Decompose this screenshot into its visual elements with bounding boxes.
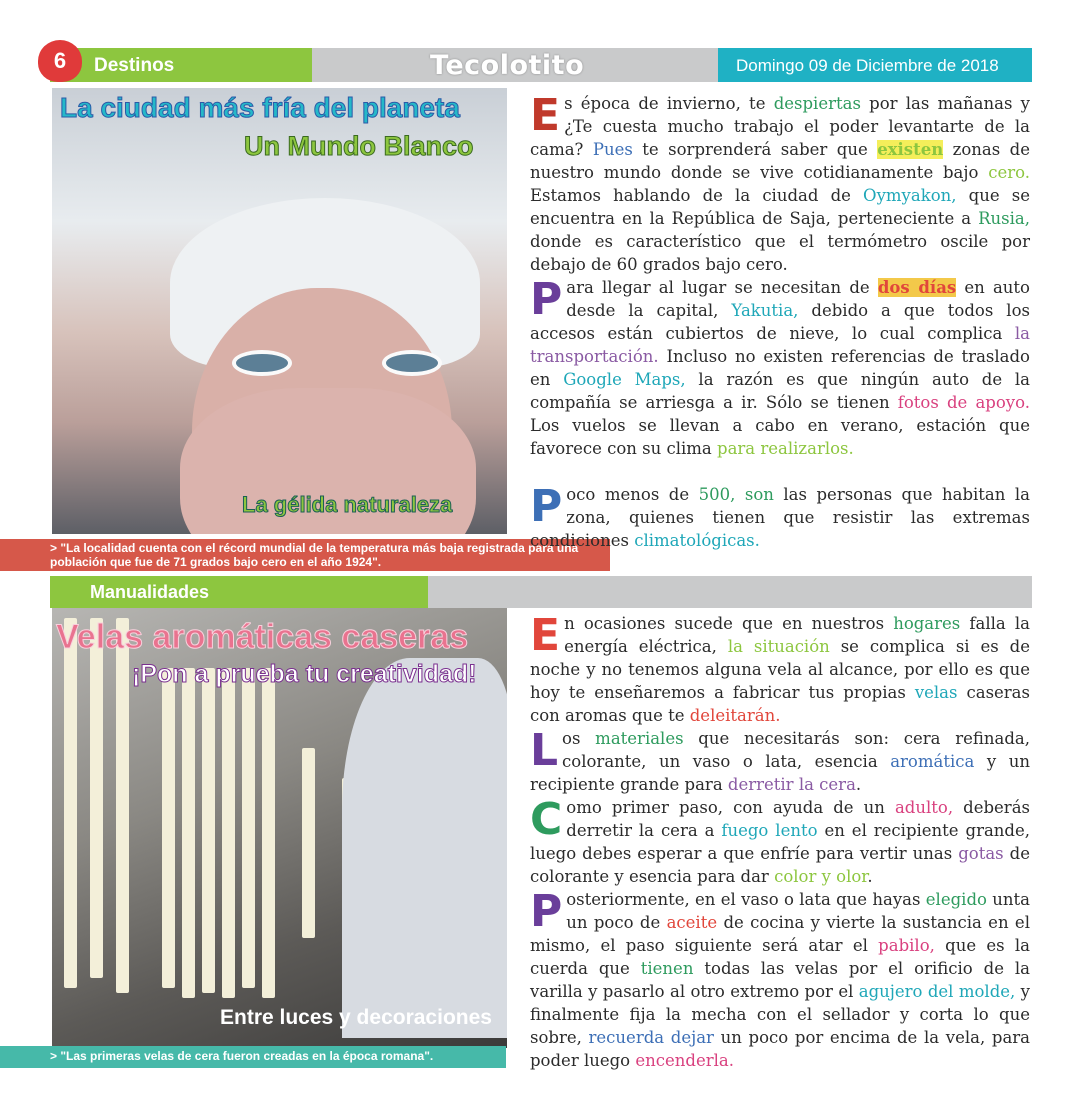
text-run: velas xyxy=(914,683,958,702)
text-run: de colorante y esencia para dar xyxy=(530,844,1030,886)
drop-cap: L xyxy=(530,725,559,776)
text-run: las personas que habitan la zona, quienes tienen que resistir las extremas condiciones xyxy=(530,485,1031,550)
text-run: un poco por encima de la vela, para poder luego xyxy=(530,1028,1031,1070)
story1-paragraph xyxy=(530,483,1030,552)
text-run: la situación xyxy=(727,637,830,656)
masthead-logo: Tecolotito xyxy=(430,50,585,81)
text-run: te sorprenderá saber que xyxy=(632,140,878,159)
drop-cap: P xyxy=(530,481,563,532)
text-run: de cocina y vierte la sustancia en el mismo, el paso siguiente será atar el xyxy=(530,913,1030,955)
story2-paragraph xyxy=(530,888,1030,1072)
text-run: s época de invierno, te xyxy=(564,94,774,113)
text-run: elegido xyxy=(925,890,987,909)
paragraph-text xyxy=(530,481,1031,550)
text-run: Oymyakon, xyxy=(863,186,957,205)
story2-subhead: ¡Pon a prueba tu creatividad! xyxy=(132,660,477,688)
text-run: zonas de nuestro mundo donde se vive cotidianamente bajo xyxy=(530,140,1031,182)
paragraph-text xyxy=(530,274,1031,458)
text-run: la razón es que ningún auto de la compañía se arriesga a ir. Sólo se tienen xyxy=(530,370,1031,412)
text-run: omo primer paso, con ayuda de un xyxy=(566,798,895,817)
text-run: que se encuentra en la República de Saja, perteneciente a xyxy=(530,186,1030,228)
paragraph-text xyxy=(530,90,1031,274)
text-run: se complica si es de noche y no tenemos alguna vela al alcance, por ello es que hoy te enseñaremos a fabricar tus propias xyxy=(530,637,1030,702)
text-run: donde es característico que el termómetro oscile por debajo de 60 grados bajo cero. xyxy=(530,232,1030,274)
text-run: materiales xyxy=(595,729,684,748)
text-run: todas las velas por el orificio de la varilla y pasarlo al otro extremo por el xyxy=(530,959,1031,1001)
text-run: color y olor xyxy=(774,867,868,886)
text-run: ara llegar al lugar se necesitan de xyxy=(566,278,878,297)
text-run: que necesitarás son: cera refinada, colorante, un vaso o lata, esencia xyxy=(562,729,1030,771)
text-run: agujero del molde, xyxy=(858,982,1016,1001)
paragraph-text xyxy=(530,610,1030,725)
text-run: despiertas xyxy=(773,94,861,113)
text-run: 500, son xyxy=(698,485,774,504)
paragraph-text xyxy=(530,794,1030,886)
drop-cap: P xyxy=(530,274,563,325)
story2-paragraph xyxy=(530,796,1030,888)
story2-article xyxy=(530,612,1030,1072)
story1-article xyxy=(530,92,1030,552)
photo-candle xyxy=(162,668,175,988)
photo-candle xyxy=(202,668,215,993)
text-run: climatológicas. xyxy=(634,531,760,550)
text-run: deberás derretir la cera a xyxy=(566,798,1030,840)
text-run: fuego lento xyxy=(721,821,818,840)
text-run: y finalmente fija la mecha con el sellador y corta lo que sobre, xyxy=(530,982,1030,1047)
text-run: aromática xyxy=(890,752,975,771)
text-run: n ocasiones sucede que en nuestros xyxy=(564,614,894,633)
photo-candle xyxy=(90,618,103,978)
text-run: Yakutia, xyxy=(731,301,799,320)
paragraph-text xyxy=(530,725,1030,794)
paragraph-text xyxy=(530,886,1031,1070)
text-run: derretir la cera xyxy=(727,775,856,794)
text-run: tienen xyxy=(640,959,694,978)
story2-paragraph xyxy=(530,612,1030,727)
story1-photo-label: La gélida naturaleza xyxy=(242,492,453,517)
story1-caption: > "La localidad cuenta con el récord mundial de la temperatura más baja registrada para una población que fue de 71 grados bajo cero en el año 1924". xyxy=(0,539,610,571)
text-run: hogares xyxy=(893,614,961,633)
text-run: gotas xyxy=(958,844,1004,863)
text-run: la transportación. xyxy=(530,324,1030,366)
text-run: encenderla. xyxy=(635,1051,734,1070)
text-run: en el recipiente grande, luego debes esperar a que enfríe para vertir unas xyxy=(530,821,1030,863)
story2-caption: > "Las primeras velas de cera fueron creadas en la época romana". xyxy=(0,1046,506,1068)
section-title-manualidades: Manualidades xyxy=(90,582,210,602)
photo-candle xyxy=(182,668,195,998)
text-run: Los vuelos se llevan a cabo en verano, estación que favorece con su clima xyxy=(530,416,1030,458)
photo-candle xyxy=(222,668,235,998)
photo-candle xyxy=(116,618,129,993)
text-run: Rusia, xyxy=(978,209,1030,228)
photo-person-shape xyxy=(342,658,507,1038)
text-run: adulto, xyxy=(894,798,954,817)
text-run: aceite xyxy=(666,913,718,932)
text-run: debido a que todos los accesos están cubiertos de nieve, lo cual complica xyxy=(530,301,1030,343)
photo-candle xyxy=(302,748,315,938)
story1-headline: La ciudad más fría del planeta xyxy=(60,92,460,123)
text-run: Pues xyxy=(592,140,633,159)
text-run: oco menos de xyxy=(566,485,699,504)
story2-headline: Velas aromáticas caseras xyxy=(56,618,469,656)
text-run: por las mañanas y ¿Te cuesta mucho trabajo el poder levantarte de la cama? xyxy=(530,94,1030,159)
story1-paragraph xyxy=(530,276,1030,460)
text-run: . xyxy=(867,867,873,886)
section2-gray-bar xyxy=(428,576,1032,608)
page-number-badge: 6 xyxy=(38,40,82,82)
drop-cap: E xyxy=(530,610,561,661)
text-run: recuerda dejar xyxy=(588,1028,714,1047)
text-run: Estamos hablando de la ciudad de xyxy=(530,186,864,205)
text-run: osteriormente, en el vaso o lata que hayas xyxy=(566,890,926,909)
text-run: falla la energía eléctrica, xyxy=(564,614,1030,656)
text-run: deleitarán. xyxy=(689,706,781,725)
photo-candle xyxy=(64,618,77,988)
text-run: existen xyxy=(877,140,944,159)
issue-date: Domingo 09 de Diciembre de 2018 xyxy=(736,56,999,75)
story2-paragraph xyxy=(530,727,1030,796)
photo-eye-right xyxy=(382,350,442,376)
text-run: Incluso no existen referencias de traslado en xyxy=(530,347,1030,389)
text-run: pabilo, xyxy=(878,936,935,955)
text-run: os xyxy=(562,729,596,748)
header-section-bar xyxy=(50,48,312,82)
story1-subhead: Un Mundo Blanco xyxy=(244,131,474,161)
text-run: que es la cuerda que xyxy=(530,936,1030,978)
photo-candle xyxy=(242,668,255,988)
story2-photo-label: Entre luces y decoraciones xyxy=(220,1006,492,1029)
drop-cap: P xyxy=(530,886,563,937)
text-run: en auto desde la capital, xyxy=(566,278,1030,320)
photo-eye-left xyxy=(232,350,292,376)
text-run: Google Maps, xyxy=(563,370,686,389)
drop-cap: C xyxy=(530,794,563,845)
text-run: fotos de apoyo. xyxy=(897,393,1030,412)
photo-candle xyxy=(262,668,275,998)
section-title-destinos: Destinos xyxy=(94,55,175,76)
story1-paragraph xyxy=(530,92,1030,276)
drop-cap: E xyxy=(530,90,561,141)
text-run: unta un poco de xyxy=(566,890,1030,932)
text-run: cero. xyxy=(988,163,1030,182)
text-run: caseras con aromas que te xyxy=(530,683,1030,725)
text-run: . xyxy=(855,775,862,794)
text-run: para realizarlos. xyxy=(717,439,854,458)
text-run: y un recipiente grande para xyxy=(530,752,1030,794)
text-run: dos días xyxy=(877,278,957,297)
